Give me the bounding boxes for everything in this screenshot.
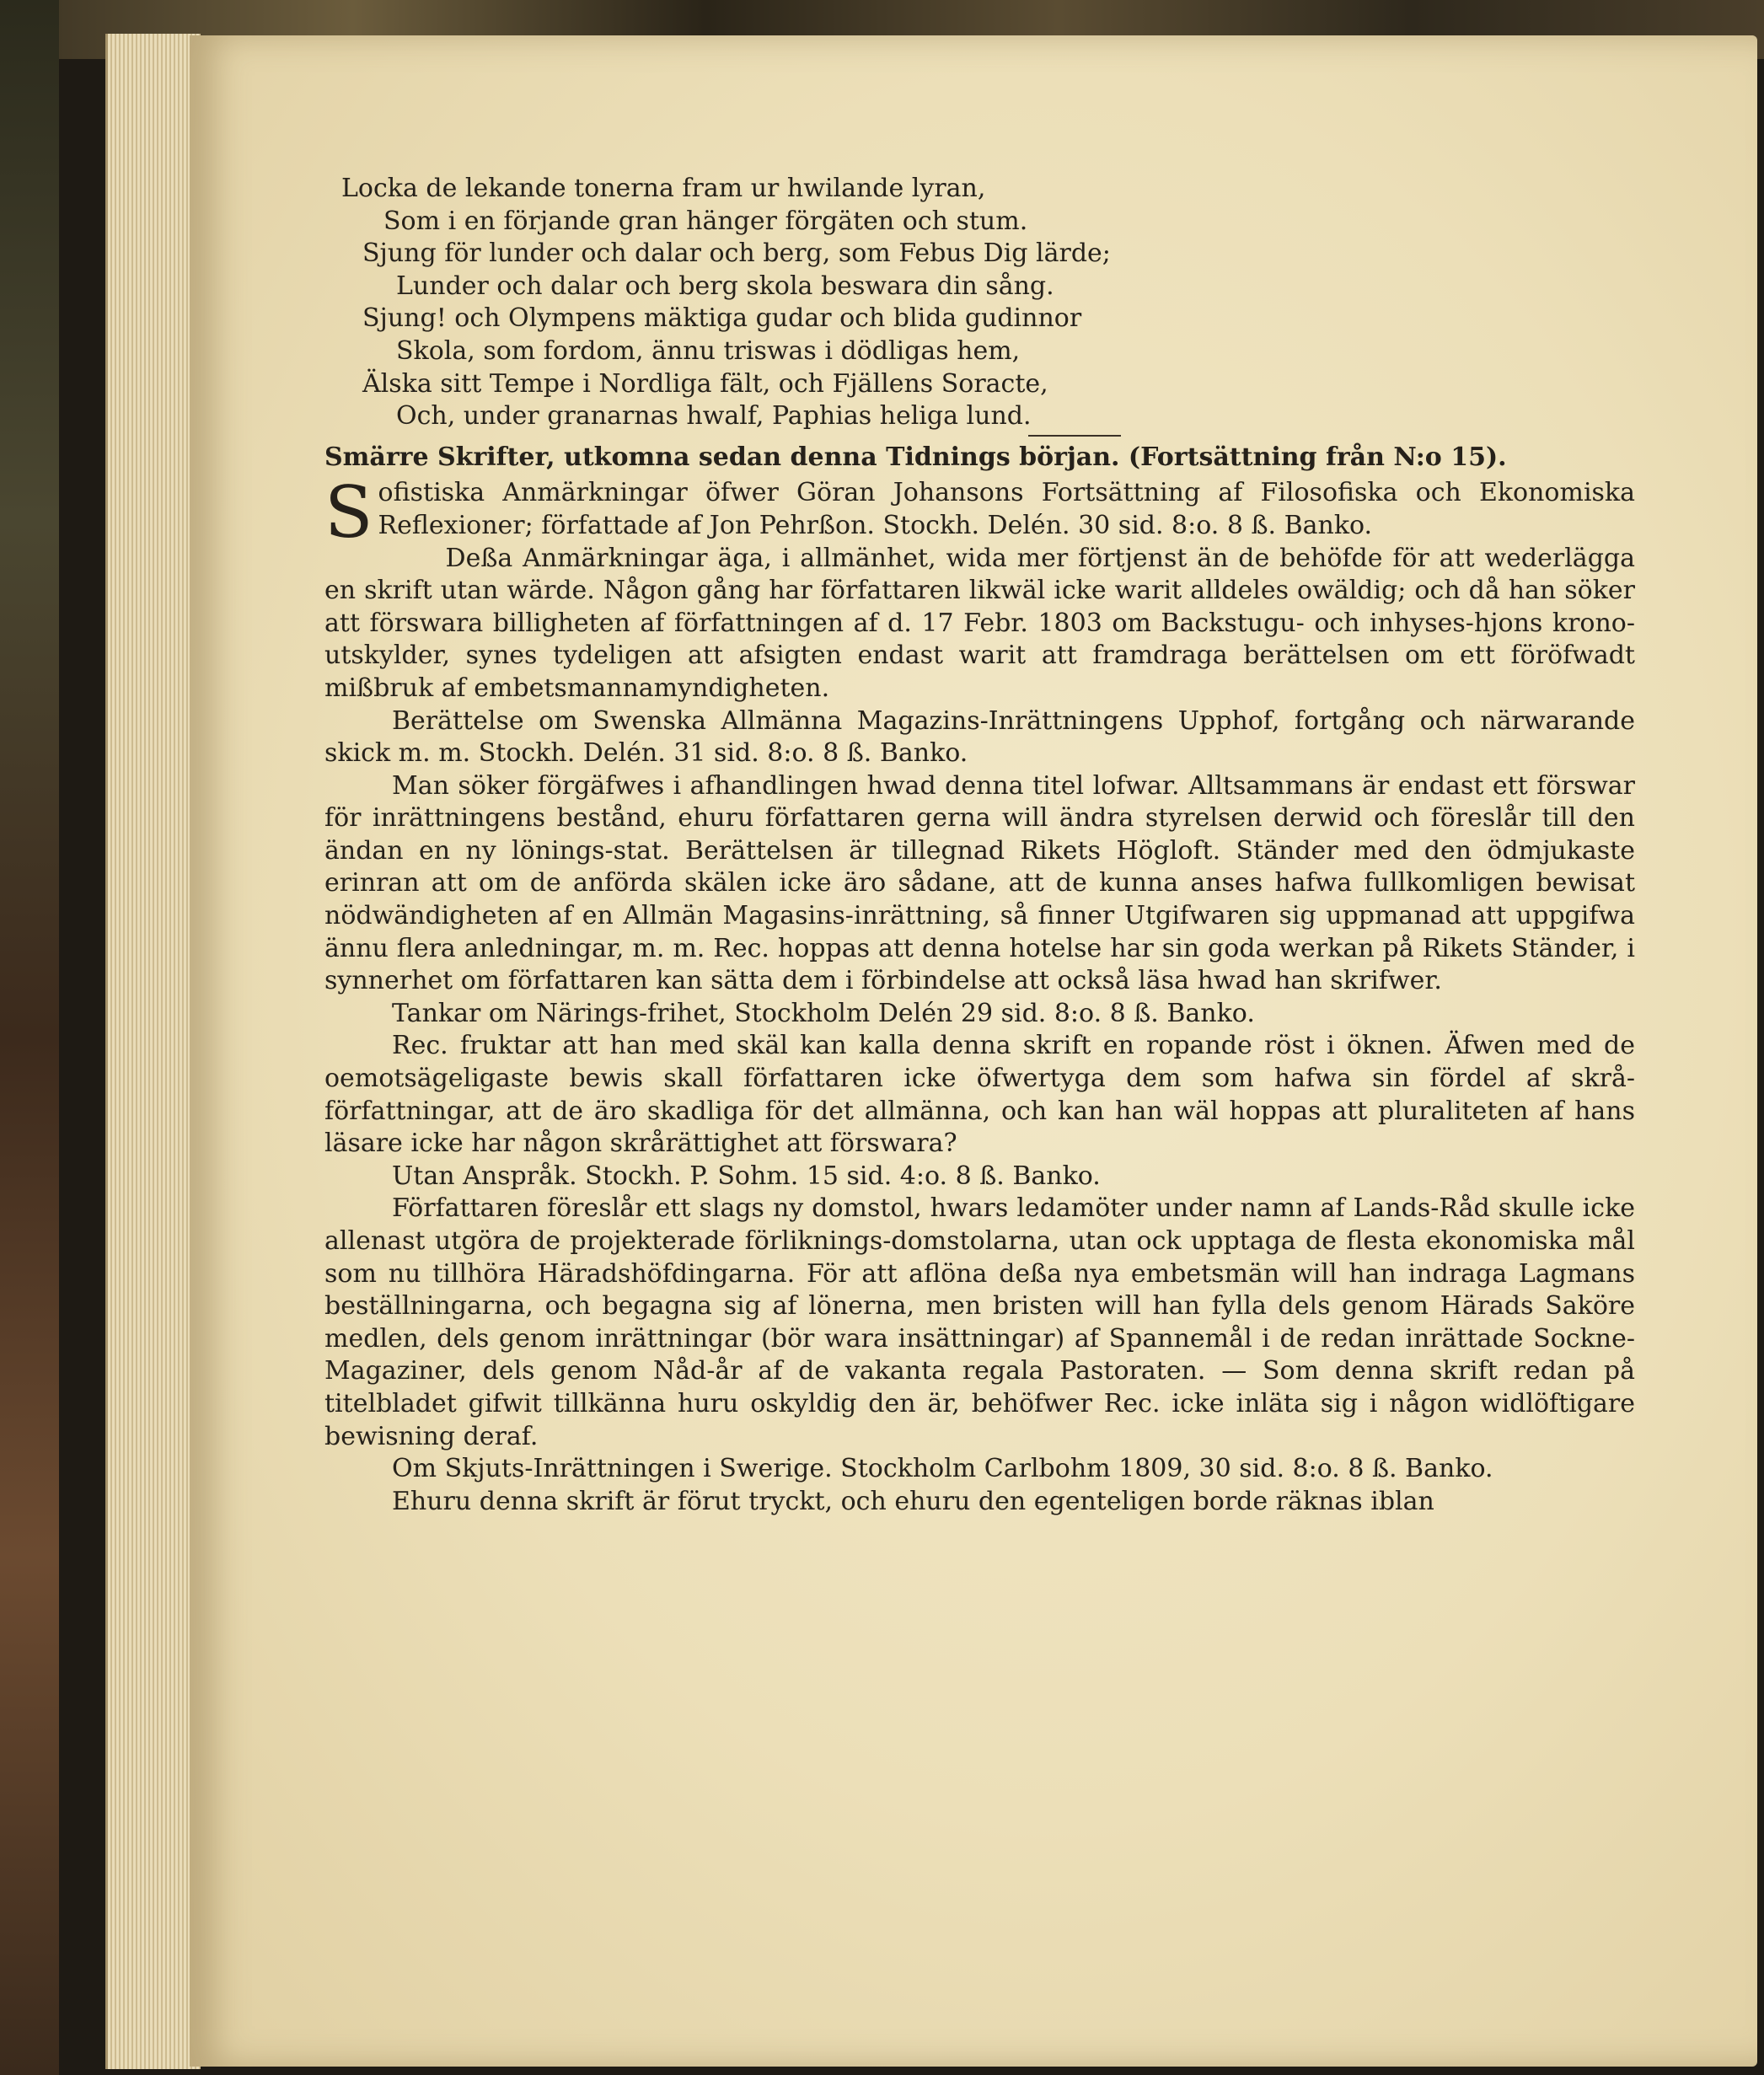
poem-line: Locka de lekande tonerna fram ur hwilande lyran, xyxy=(341,174,986,203)
poem xyxy=(324,173,1635,433)
poem-line: Sjung! och Olympens mäktiga gudar och blida gudinnor xyxy=(362,303,1082,334)
entry-title: Tankar om Närings-frihet, Stockholm Delén 29 sid. 8:o. 8 ß. Banko. xyxy=(392,998,1255,1028)
poem-end-rule xyxy=(1028,435,1121,437)
page-text xyxy=(324,173,1635,1518)
entry-title: Utan Anspråk. Stockh. P. Sohm. 15 sid. 4:o. 8 ß. Banko. xyxy=(392,1161,1101,1191)
review-paragraph: Deßa Anmärkningar äga, i allmänhet, wida mer förtjenst än de behöfde för att wederlägga en skrift utan wärde. Någon gång har författaren likwäl icke warit alldeles owäldig; och då han söker att förswara billigheten af författningen af d. 17 Febr. 1803 om Backstugu- och inhyses-hjons krono-utskylder, synes tydeligen att afsigten endast warit att framdraga berättelsen om ett föröfwadt mißbruk af embetsmannamyndigheten. xyxy=(324,543,1635,703)
poem-line: Skola, som fordom, ännu triswas i dödligas hem, xyxy=(396,335,1021,366)
review-paragraph: Man söker förgäfwes i afhandlingen hwad denna titel lofwar. Alltsammans är endast ett förswar för inrättningens bestånd, ehuru författaren gerna will ändra styrelsen derwid och föreslår till den ändan en ny lönings-stat. Berättelsen är tillegnad Rikets Högloft. Ständer med den ödmjukaste erinran att om de anförda skälen icke äro sådane, att de kunna anses hafwa fullkomligen bewisat nödwändigheten af en Allmän Magasins-inrättning, så finner Utgifwaren sig uppmanad att uppgifwa ännu flera anledningar, m. m. Rec. hoppas att denna hotelse har sin goda werkan på Rikets Ständer, i synnerhet om författaren kan sätta dem i förbindelse att också läsa hwad han skrifwer. xyxy=(324,770,1635,996)
poem-line: Och, under granarnas hwalf, Paphias heliga lund. xyxy=(396,401,1032,432)
review-paragraph: Författaren föreslår ett slags ny domstol, hwars ledamöter under namn af Lands-Råd skulle icke allenast utgöra de projekterade förliknings-domstolarna, utan ock upptaga de flesta ekonomiska mål som nu tillhöra Häradshöfdingarna. För att aflöna deßa nya embetsmän will han indraga Lagmans beställningarna, och begagna sig af lönerna, men bristen will han fylla dels genom Härads Saköre medlen, dels genom inrättningar (bör wara insättningar) af Spannemål i de redan inrättade Sockne-Magaziner, dels genom Nåd-år af de vakanta regala Pastoraten. — Som denna skrift redan på titelbladet gifwit tillkänna huru oskyldig den är, behöfwer Rec. icke inläta sig i någon widlöftigare bewisning deraf. xyxy=(324,1193,1635,1451)
poem-line: Sjung för lunder och dalar och berg, som Febus Dig lärde; xyxy=(362,239,1111,269)
entry-title: Sofistiska Anmärkningar öfwer Göran Johansons Fortsättning af Filosofiska och Ekonomiska Reflexioner; författade af Jon Pehrßon. Stockh. Delén. 30 sid. 8:o. 8 ß. Banko. xyxy=(324,471,1635,555)
poem-line: Lunder och dalar och berg skola beswara din sång. xyxy=(396,271,1054,301)
poem-line: Älska sitt Tempe i Nordliga fält, och Fjällens Soracte, xyxy=(362,368,1048,399)
entry-title: Berättelse om Swenska Allmänna Magazins-Inrättningens Upphof, fortgång och närwarande skick m. m. Stockh. Delén. 31 sid. 8:o. 8 ß. Banko. xyxy=(324,705,1635,769)
poem-line: Som i en förjande gran hänger förgäten och stum. xyxy=(383,206,1028,236)
entry-title: Om Skjuts-Inrättningen i Swerige. Stockholm Carlbohm 1809, 30 sid. 8:o. 8 ß. Banko. xyxy=(392,1454,1493,1484)
review-paragraph: Rec. fruktar att han med skäl kan kalla denna skrift en ropande röst i öknen. Äfwen med de oemotsägeligaste bewis skall författaren icke öfwertyga dem som hafwa sin fördel af skrå-författningar, att de äro skadliga för det allmänna, och kan han wäl hoppas att pluraliteten af hans läsare icke har någon skrårättighet att förswara? xyxy=(324,1031,1635,1159)
section-heading: Smärre Skrifter, utkomna sedan denna Tidnings början. (Fortsättning från N:o 15). xyxy=(324,442,1507,472)
page-edges xyxy=(105,34,201,2069)
book-cover-left xyxy=(0,0,59,2075)
review-paragraph: Ehuru denna skrift är förut tryckt, och ehuru den egenteligen borde räknas iblan xyxy=(392,1486,1434,1516)
